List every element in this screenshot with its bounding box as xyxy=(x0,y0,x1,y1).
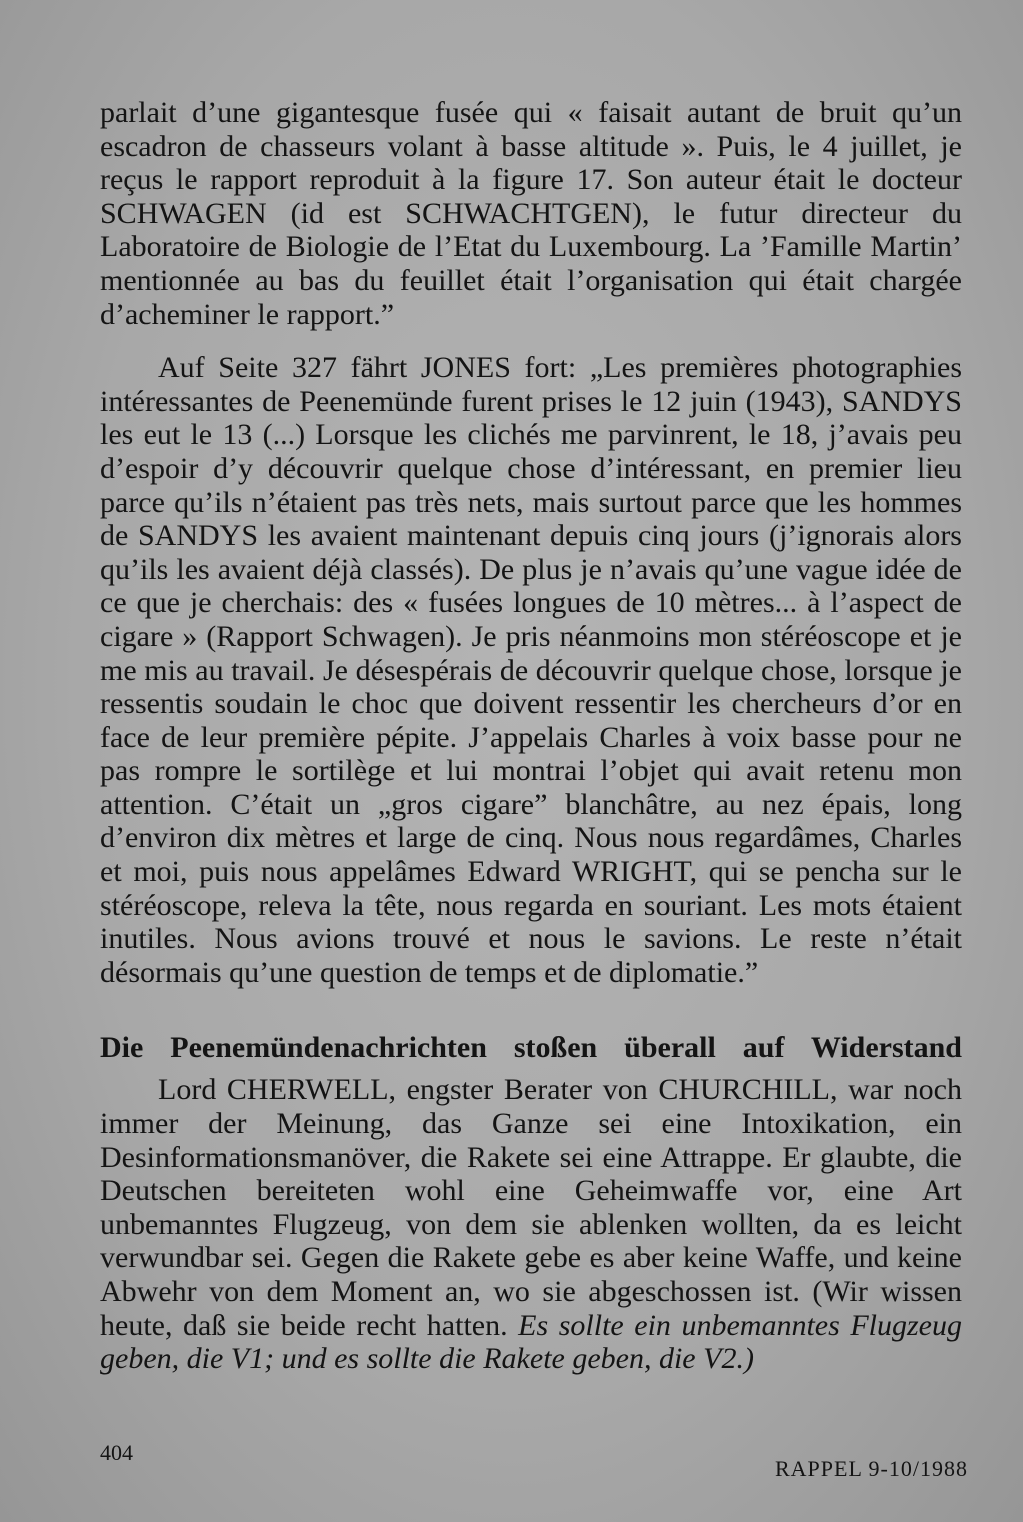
page-footer xyxy=(100,1440,968,1482)
paragraph-continuation: parlait d’une gigantesque fusée qui « faisait autant de bruit qu’un escadron de chasseurs volant à basse altitude ». Puis, le 4 juillet, je reçus le rapport reproduit à la figure 17. Son auteur était le docteur SCHWAGEN (id est SCHWACHTGEN), le futur directeur du Laboratoire de Biologie de l’Etat du Luxembourg. La ’Famille Martin’ mentionnée au bas du feuillet était l’organisation qui était chargée d’acheminer le rapport.” xyxy=(100,96,962,331)
journal-reference: RAPPEL 9-10/1988 xyxy=(774,1456,968,1481)
paragraph-jones-quote: Auf Seite 327 fährt JONES fort: „Les premières photographies intéressantes de Peenemünde furent prises le 12 juin (1943), SANDYS les eut le 13 (...) Lorsque les clichés me parvinrent, le 18, j’avais peu d’espoir d’y découvrir quelque chose d’intéressant, en premier lieu parce qu’ils n’étaient pas très nets, mais surtout parce que les hommes de SANDYS les avaient maintenant depuis cinq jours (j’ignorais alors qu’ils les avaient déjà classés). De plus je n’avais qu’une vague idée de ce que je cherchais: des « fusées longues de 10 mètres... à l’aspect de cigare » (Rapport Schwagen). Je pris néanmoins mon stéréoscope et je me mis au travail. Je désespérais de découvrir quelque chose, lorsque je ressentis soudain le choc que doivent ressentir les chercheurs d’or en face de leur première pépite. J’appelais Charles à voix basse pour ne pas rompre le sortilège et lui montrai l’objet qui avait retenu mon attention. C’était un „gros cigare” blanchâtre, au nez épais, long d’environ dix mètres et large de cinq. Nous nous regardâmes, Charles et moi, puis nous appelâmes Edward WRIGHT, qui se pencha sur le stéréoscope, releva la tête, nous regarda en souriant. Les mots étaient inutiles. Nous avions trouvé et nous le savions. Le reste n’était désormais qu’une question de temps et de diplomatie.” xyxy=(100,351,962,989)
section-heading: Die Peenemündenachrichten stoßen überall auf Widerstand xyxy=(100,1031,962,1065)
paragraph-cherwell-italic: Es sollte ein unbemanntes Flugzeug geben, die V1; und es sollte die Rakete geben, die V2.) xyxy=(100,1308,962,1376)
paragraph-cherwell xyxy=(100,1073,962,1375)
page-body xyxy=(100,96,962,1376)
paragraph-cherwell-text: Lord CHERWELL, engster Berater von CHURCHILL, war noch immer der Meinung, das Ganze sei eine Intoxikation, ein Desinformationsmanöver, die Rakete sei eine Attrappe. Er glaubte, die Deutschen bereiteten wohl eine Geheimwaffe vor, eine Art unbemanntes Flugzeug, von dem sie ablenken wollten, da es leicht verwundbar sei. Gegen die Rakete gebe es aber keine Waffe, und keine Abwehr von dem Moment an, wo sie abgeschossen ist. (Wir wissen heute, daß sie beide recht hatten. xyxy=(100,1073,962,1342)
page-number: 404 xyxy=(100,1440,133,1465)
